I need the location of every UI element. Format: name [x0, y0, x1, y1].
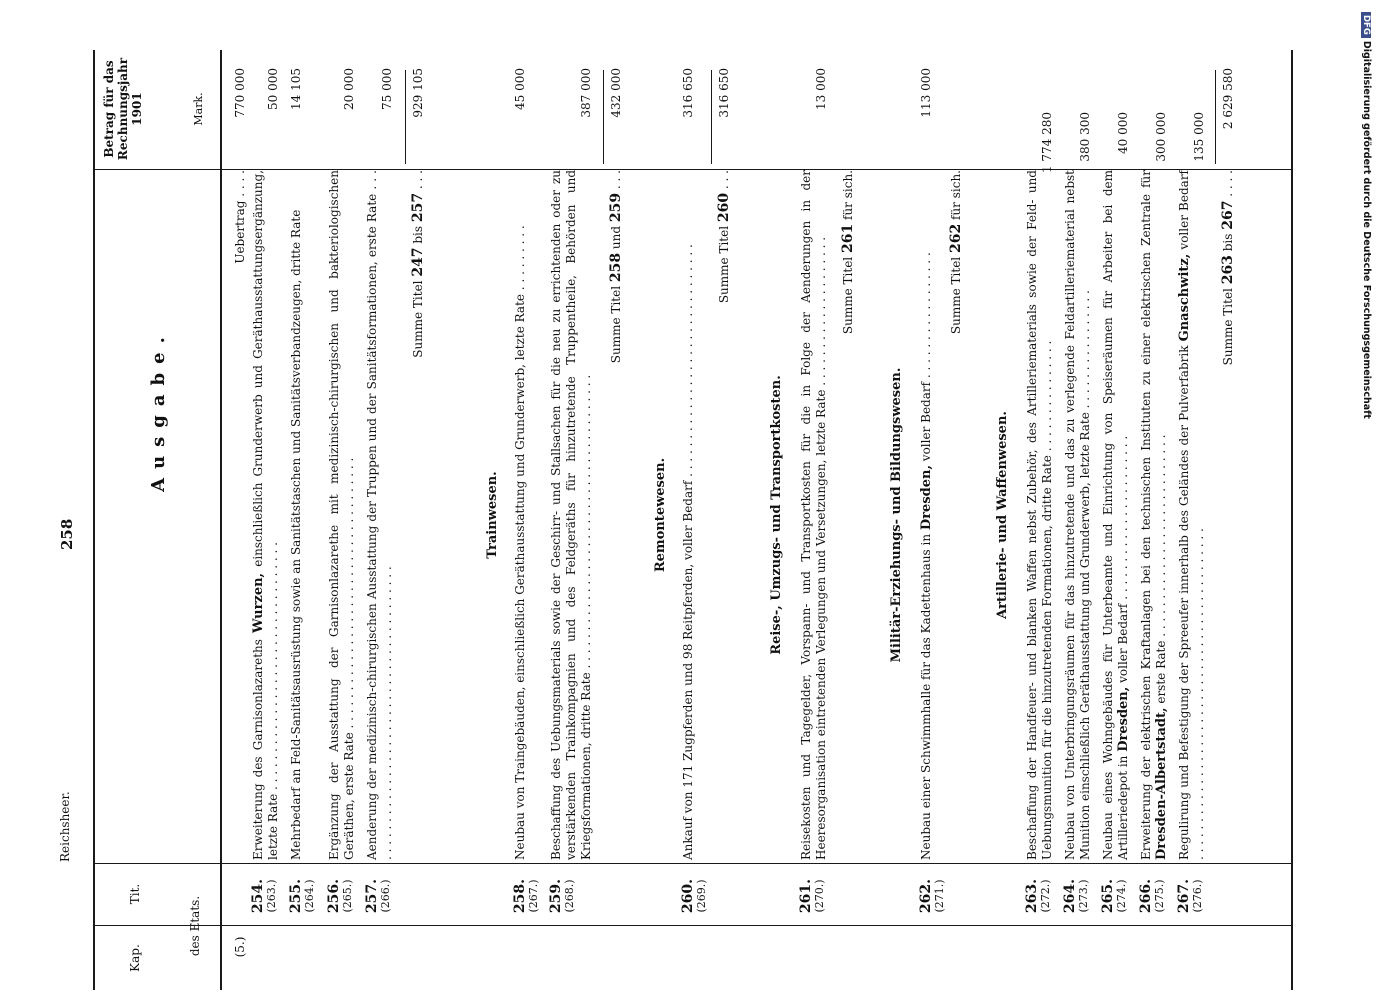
budget-table — [93, 50, 1293, 990]
sum-label: Summe Titel 262 für sich. — [948, 170, 964, 335]
title-number: 256. (265.) — [326, 878, 354, 914]
row-amount: 50 000 — [266, 68, 280, 110]
row-description: Neubau eines Wohngebäudes für Unterbeamte und Einrichtung von Speiseräumen für Arbeiter bei dem Artilleriedepot in Dresden, voller Bedarf . . . . . . . . . . . . . . . . . . . . . . — [1101, 170, 1131, 860]
tit-header: Tit. — [128, 883, 142, 905]
des-etats-header: des Etats. — [188, 895, 202, 957]
section-heading-militaer-erziehung: Militär-Erziehungs- und Bildungswesen. — [889, 367, 904, 663]
ausgabe-heading: Ausgabe. — [148, 328, 169, 492]
row-description: Neubau von Traingebäuden, einschließlich Geräthausstattung und Grunderwerb, letzte Rate . . . . . . . . . — [513, 225, 527, 860]
section-heading-reisekosten: Reise-, Umzugs- und Transportkosten. — [769, 375, 784, 655]
title-number: 263. (272.) — [1024, 878, 1052, 914]
title-number: 262. (271.) — [918, 878, 946, 914]
sum-amount: 929 105 — [411, 68, 425, 118]
row-description: Neubau von Unterbringungsräumen für das hinzutretende und das zu verlegende Feldartilleriematerial nebst Munition einschließlich Geräthausstattung und Grunderwerb, letzte Rate . . . . . . . . . . . . . . . . — [1063, 170, 1092, 860]
sum-rule — [1215, 70, 1216, 164]
title-number: 264. (273.) — [1062, 878, 1090, 914]
row-description: Beschaffung des Uebungsmaterials sowie der Geschirr- und Stallsachen für die neu zu errichtenden oder zu verstärkenden Trainkompagnien und des Feldgeräths für hinzutretende Truppentheile, Behörden und Kriegsformationen, dritte Rate . . . . . . . . . . . . . . . . . . . . . . . . . . . . . . . . . . . . . . . — [549, 170, 593, 860]
ubertrag-label: Uebertrag . . . . — [233, 170, 247, 264]
row-amount: 13 000 — [814, 68, 828, 110]
header-rule — [220, 50, 222, 990]
running-head: Reichsheer. — [58, 791, 72, 862]
title-number: 257. (266.) — [364, 878, 392, 914]
row-amount: 316 650 — [681, 68, 695, 118]
row-description: Neubau einer Schwimmhalle für das Kadettenhaus in Dresden, voller Bedarf . . . . . . . . . . . . . . . . . — [919, 252, 934, 860]
ubertrag-amount: 770 000 — [233, 68, 247, 118]
row-description: Regulirung und Befestigung der Spreeufer innerhalb des Geländes der Pulverfabrik Gnaschwitz, voller Bedarf . . . . . . . . . . . . . . . . . . . . . . . . . . . . . . . . . . . . . . . . . . . . — [1177, 170, 1206, 860]
title-number: 254. (263.) — [250, 878, 278, 914]
row-amount: 1 774 280 — [1040, 112, 1054, 174]
row-description: Ankauf von 171 Zugpferden und 98 Reitpferden, voller Bedarf . . . . . . . . . . . . . . . . . . . . . . . . . . . . . . . — [681, 244, 695, 860]
table-bottom-rule — [1291, 50, 1293, 990]
sum-amount: 2 629 580 — [1221, 68, 1235, 130]
title-number: 261. (270.) — [798, 878, 826, 914]
sum-amount: 432 000 — [609, 68, 623, 118]
sum-label: Summe Titel 258 und 259 . . . — [608, 170, 624, 364]
amount-heading: Betrag für das Rechnungsjahr 1901 — [102, 57, 144, 161]
row-description: Mehrbedarf an Feld-Sanitätsausrüstung sowie an Sanitätstaschen und Sanitätsverbandzeugen, dritte Rate — [289, 209, 303, 860]
section-heading-trainwesen: Trainwesen. — [485, 471, 500, 559]
sum-label: Summe Titel 263 bis 267 . . . . — [1220, 170, 1236, 366]
sum-rule — [603, 70, 604, 164]
sum-label: Summe Titel 261 für sich. — [840, 170, 856, 335]
sum-amount: 316 650 — [717, 68, 731, 118]
kap-header: Kap. — [128, 944, 142, 972]
dfg-logo: DFG — [1361, 12, 1371, 38]
title-number: 260. (269.) — [680, 878, 708, 914]
row-amount: 113 000 — [919, 68, 933, 118]
title-number: 255. (264.) — [288, 878, 316, 914]
sum-rule — [405, 70, 406, 164]
row-amount: 380 300 — [1078, 112, 1092, 162]
title-number: 259. (268.) — [548, 878, 576, 914]
sum-label: Summe Titel 260 . . . — [716, 170, 732, 304]
row-amount: 75 000 — [380, 68, 394, 110]
row-amount: 387 000 — [579, 68, 593, 118]
section-heading-remontewesen: Remontewesen. — [653, 457, 668, 573]
amount-unit: Mark. — [192, 92, 205, 126]
kap-number: (5.) — [233, 936, 247, 958]
title-number: 266. (275.) — [1138, 878, 1166, 914]
sum-label: Summe Titel 247 bis 257 . . . — [410, 170, 426, 358]
page-number: 258 — [58, 518, 76, 550]
row-amount: 135 000 — [1192, 112, 1206, 162]
row-description: Aenderung der medizinisch-chirurgischen Ausstattung der Truppen und der Sanitätsformationen, erste Rate . . . . . . . . . . . . . . . . . . . . . . . . . . . . . . . . . . . . . . . . . . — [365, 170, 394, 860]
row-description: Erweiterung des Garnisonlazareths Wurzen, einschließlich Grunderwerb und Geräthausstattungsergänzung, letzte Rate . . . . . . . . . . . . . . . . . . . . . . . . . . . . . . . . . — [251, 169, 280, 860]
kap-column-rule — [93, 925, 1293, 926]
digitization-credit: DFGDigitalisierung gefördert durch die Deutsche Forschungsgemeinschaft — [1361, 12, 1372, 419]
section-heading-artillerie: Artillerie- und Waffenwesen. — [995, 411, 1010, 619]
row-description: Erweiterung der elektrischen Kraftanlagen bei den technischen Instituten zu einer elektrischen Zentrale für Dresden-Albertstadt, erste Rate . . . . . . . . . . . . . . . . . . . . . . . . . . . — [1139, 170, 1169, 860]
row-description: Ergänzung der Ausstattung der Garnisonlazarethe mit medizinisch-chirurgischen und bakteriologischen Geräthen, erste Rate . . . . . . . . . . . . . . . . . . . . . . . . . . . . . . . . . . . . — [327, 170, 356, 860]
row-amount: 14 105 — [289, 68, 303, 110]
row-amount: 20 000 — [342, 68, 356, 110]
title-number: 267. (276.) — [1176, 878, 1204, 914]
sum-rule — [711, 70, 712, 164]
table-top-rule — [93, 50, 95, 990]
row-amount: 40 000 — [1116, 112, 1130, 154]
title-number: 265. (274.) — [1100, 878, 1128, 914]
row-description: Beschaffung der Handfeuer- und blanken Waffen nebst Zubehör, des Artilleriematerials sowie der Feld- und Uebungsmunition für die hinzutretenden Formationen, dritte Rate . . . . . . . . . . . . . . . — [1025, 170, 1054, 860]
row-description: Reisekosten und Tagegelder, Vorspann- und Transportkosten für die in Folge der Aenderungen in der Heeresorganisation eintretenden Verlegungen und Versetzungen, letzte Rate . . . . . . . . . . . . . . . . . . . . — [799, 170, 828, 860]
tit-column-rule — [93, 863, 1293, 864]
title-number: 258. (267.) — [512, 878, 540, 914]
row-amount: 45 000 — [513, 68, 527, 110]
row-amount: 300 000 — [1154, 112, 1168, 162]
